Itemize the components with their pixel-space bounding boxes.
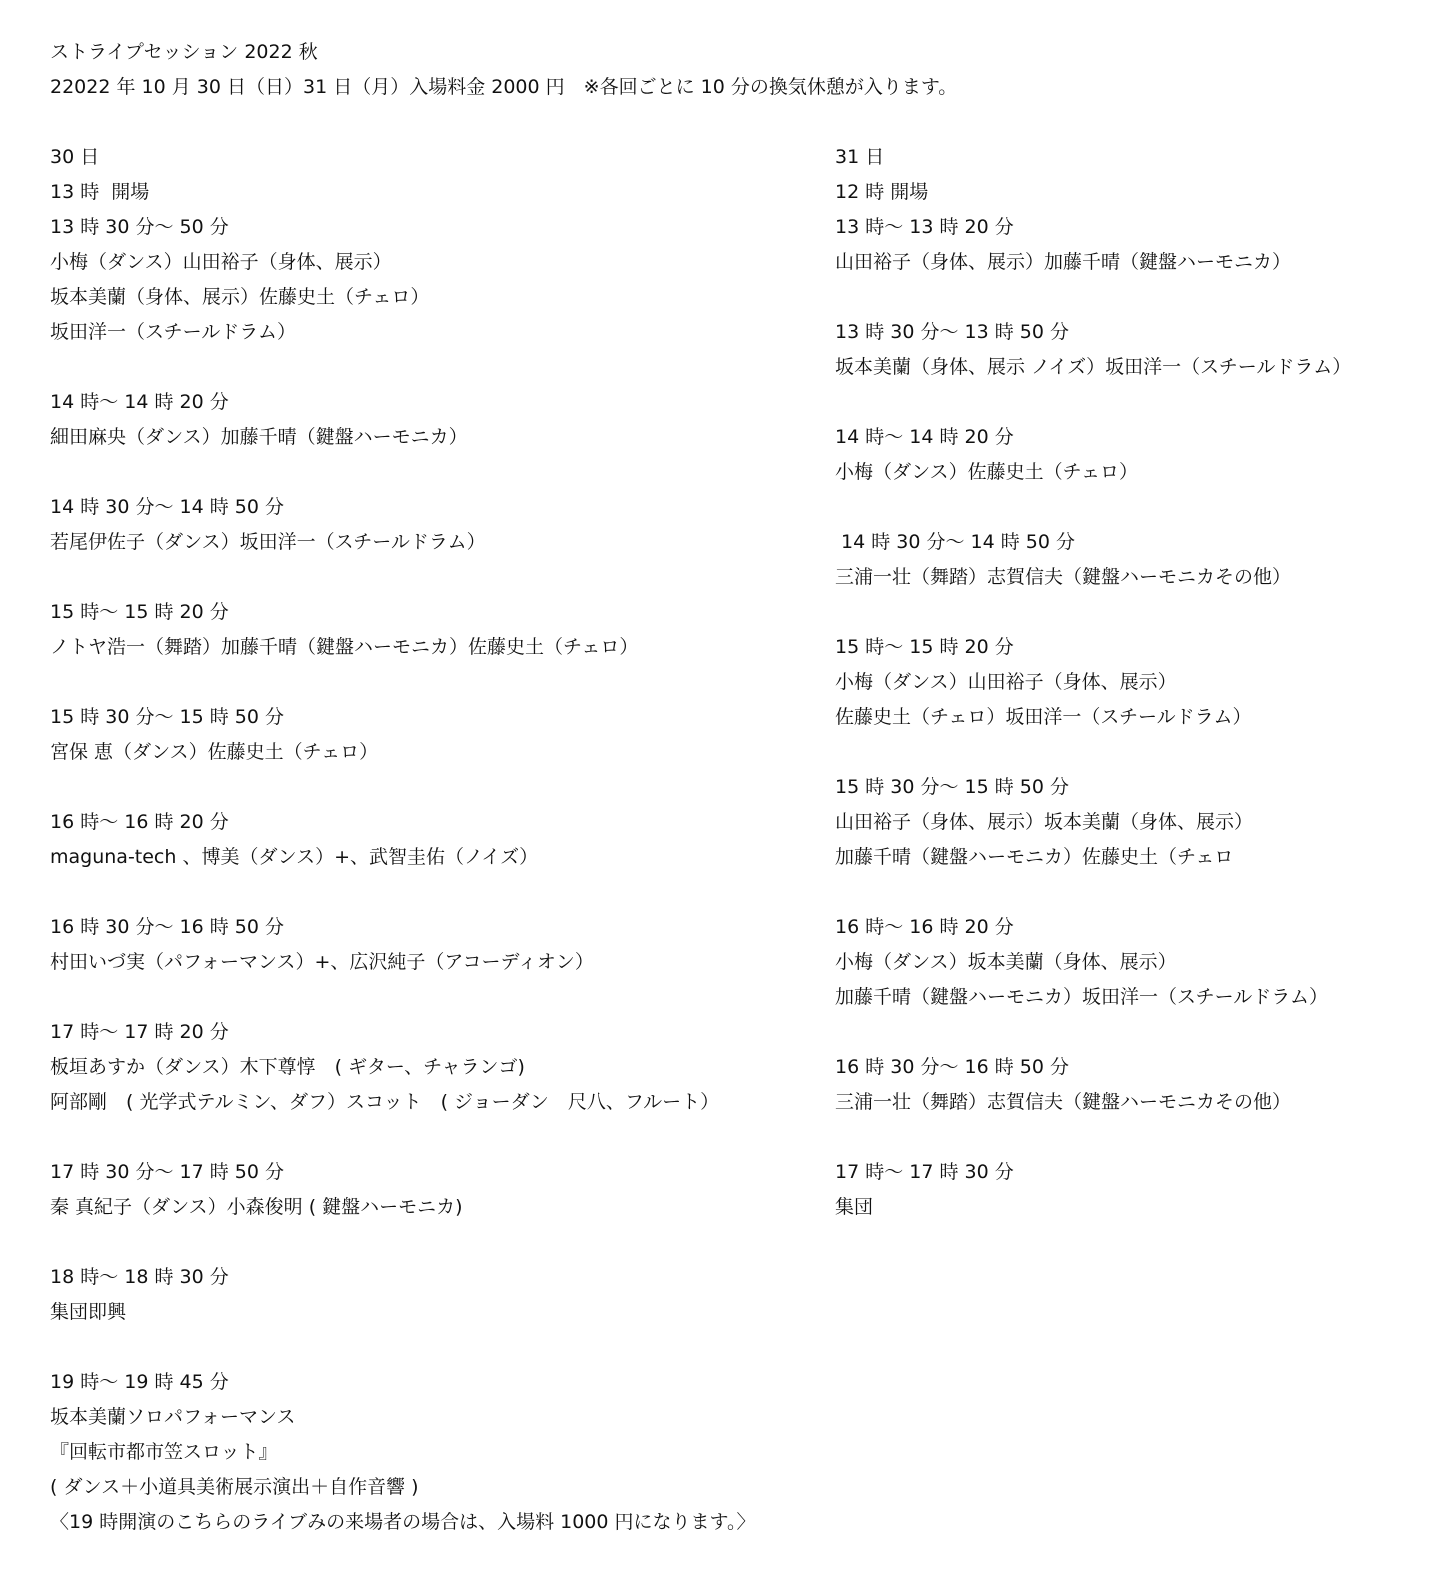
session-time: 18 時～ 18 時 30 分 <box>50 1266 229 1288</box>
session-time: 17 時～ 17 時 30 分 <box>835 1161 1014 1183</box>
event-header <box>50 35 1410 105</box>
session-time: 14 時 30 分～ 14 時 50 分 <box>835 531 1076 553</box>
spacer <box>835 385 1425 420</box>
session-performers: 加藤千晴（鍵盤ハーモニカ）坂田洋一（スチールドラム） <box>835 986 1329 1008</box>
spacer <box>835 1120 1425 1155</box>
spacer <box>835 735 1425 770</box>
session-performers: 小梅（ダンス）佐藤史土（チェロ） <box>835 461 1139 483</box>
session-performers: 坂本美蘭（身体、展示）佐藤史土（チェロ） <box>50 286 430 308</box>
spacer <box>50 665 820 700</box>
spacer <box>50 875 820 910</box>
session <box>50 1365 820 1540</box>
spacer <box>50 560 820 595</box>
event-title: ストライプセッション 2022 秋 <box>50 41 318 63</box>
session-performers: 若尾伊佐子（ダンス）坂田洋一（スチールドラム） <box>50 531 486 553</box>
session-time: 19 時～ 19 時 45 分 <box>50 1371 229 1393</box>
session <box>50 490 820 560</box>
session-time: 17 時 30 分～ 17 時 50 分 <box>50 1161 284 1183</box>
session <box>50 1015 820 1120</box>
session-performers: 集団 <box>835 1196 874 1218</box>
spacer <box>50 770 820 805</box>
spacer <box>835 875 1425 910</box>
session-performers: 坂本美蘭ソロパフォーマンス <box>50 1406 296 1428</box>
session-time: 14 時～ 14 時 20 分 <box>50 391 229 413</box>
session-performers: 集団即興 <box>50 1301 127 1323</box>
session-performers: 山田裕子（身体、展示）加藤千晴（鍵盤ハーモニカ） <box>835 251 1292 273</box>
session-time: 14 時～ 14 時 20 分 <box>835 426 1014 448</box>
session-performers: 小梅（ダンス）山田裕子（身体、展示） <box>835 671 1177 693</box>
doors-open: 12 時 開場 <box>835 181 929 203</box>
session-time: 13 時 30 分～ 13 時 50 分 <box>835 321 1069 343</box>
session-time: 16 時～ 16 時 20 分 <box>835 916 1014 938</box>
session <box>50 1155 820 1225</box>
session-time: 13 時～ 13 時 20 分 <box>835 216 1014 238</box>
session-performers: 坂本美蘭（身体、展示 ノイズ）坂田洋一（スチールドラム） <box>835 356 1352 378</box>
session <box>835 315 1425 385</box>
spacer <box>50 980 820 1015</box>
session <box>50 385 820 455</box>
session <box>835 770 1425 875</box>
session-time: 14 時 30 分～ 14 時 50 分 <box>50 496 284 518</box>
session-time: 16 時 30 分～ 16 時 50 分 <box>835 1056 1069 1078</box>
session <box>50 1260 820 1330</box>
session-performers: 村田いづ実（パフォーマンス）+、広沢純子（アコーディオン） <box>50 951 594 973</box>
session-time: 16 時～ 16 時 20 分 <box>50 811 229 833</box>
session-performers: 阿部剛 ( 光学式テルミン、ダフ）スコット ( ジョーダン 尺八、フルート） <box>50 1091 720 1113</box>
session-performers: 山田裕子（身体、展示）坂本美蘭（身体、展示） <box>835 811 1254 833</box>
session <box>50 805 820 875</box>
spacer <box>835 280 1425 315</box>
session-time: 17 時～ 17 時 20 分 <box>50 1021 229 1043</box>
session-performers: 板垣あすか（ダンス）木下尊惇 ( ギター、チャランゴ) <box>50 1056 525 1078</box>
day-31-schedule <box>835 140 1425 1225</box>
session <box>50 595 820 665</box>
session <box>835 420 1425 490</box>
day-label: 30 日 <box>50 146 100 168</box>
session <box>835 210 1425 280</box>
session-time: 15 時 30 分～ 15 時 50 分 <box>835 776 1069 798</box>
session-performers: 小梅（ダンス）坂本美蘭（身体、展示） <box>835 951 1177 973</box>
event-date-price: 22022 年 10 月 30 日（日）31 日（月）入場料金 2000 円 ※各回ごとに 10 分の換気休憩が入ります。 <box>50 76 958 98</box>
session <box>835 525 1425 595</box>
session-description: ( ダンス＋小道具美術展示演出＋自作音響 ) <box>50 1476 419 1498</box>
session <box>835 1050 1425 1120</box>
spacer <box>50 1225 820 1260</box>
session-time: 15 時 30 分～ 15 時 50 分 <box>50 706 284 728</box>
session-performers: 佐藤史土（チェロ）坂田洋一（スチールドラム） <box>835 706 1252 728</box>
session <box>50 210 820 350</box>
session <box>50 910 820 980</box>
session-performers: 三浦一壮（舞踏）志賀信夫（鍵盤ハーモニカその他） <box>835 1091 1292 1113</box>
spacer <box>50 350 820 385</box>
session-time: 16 時 30 分～ 16 時 50 分 <box>50 916 284 938</box>
session <box>835 630 1425 735</box>
spacer <box>835 1015 1425 1050</box>
session-performers: 宮保 恵（ダンス）佐藤史土（チェロ） <box>50 741 379 763</box>
session-performers: 加藤千晴（鍵盤ハーモニカ）佐藤史土（チェロ <box>835 846 1234 868</box>
session-performers: 三浦一壮（舞踏）志賀信夫（鍵盤ハーモニカその他） <box>835 566 1292 588</box>
session-note: 〈19 時開演のこちらのライブみの来場者の場合は、入場料 1000 円になります。〉 <box>50 1511 756 1533</box>
spacer <box>50 455 820 490</box>
session-time: 13 時 30 分～ 50 分 <box>50 216 229 238</box>
session-performers: maguna-tech 、博美（ダンス）+、武智圭佑（ノイズ） <box>50 846 539 868</box>
session <box>835 910 1425 1015</box>
session <box>835 1155 1425 1225</box>
session-performers: 秦 真紀子（ダンス）小森俊明 ( 鍵盤ハーモニカ) <box>50 1196 463 1218</box>
spacer <box>835 595 1425 630</box>
spacer <box>50 1330 820 1365</box>
day-label: 31 日 <box>835 146 885 168</box>
session-time: 15 時～ 15 時 20 分 <box>50 601 229 623</box>
session-title: 『回転市都市笠スロット』 <box>50 1441 278 1463</box>
spacer <box>50 1120 820 1155</box>
spacer <box>835 490 1425 525</box>
session-performers: 小梅（ダンス）山田裕子（身体、展示） <box>50 251 392 273</box>
session <box>50 700 820 770</box>
doors-open: 13 時 開場 <box>50 181 150 203</box>
session-performers: 細田麻央（ダンス）加藤千晴（鍵盤ハーモニカ） <box>50 426 468 448</box>
session-performers: ノトヤ浩一（舞踏）加藤千晴（鍵盤ハーモニカ）佐藤史土（チェロ） <box>50 636 639 658</box>
session-performers: 坂田洋一（スチールドラム） <box>50 321 297 343</box>
day-30-schedule <box>50 140 820 1540</box>
session-time: 15 時～ 15 時 20 分 <box>835 636 1014 658</box>
